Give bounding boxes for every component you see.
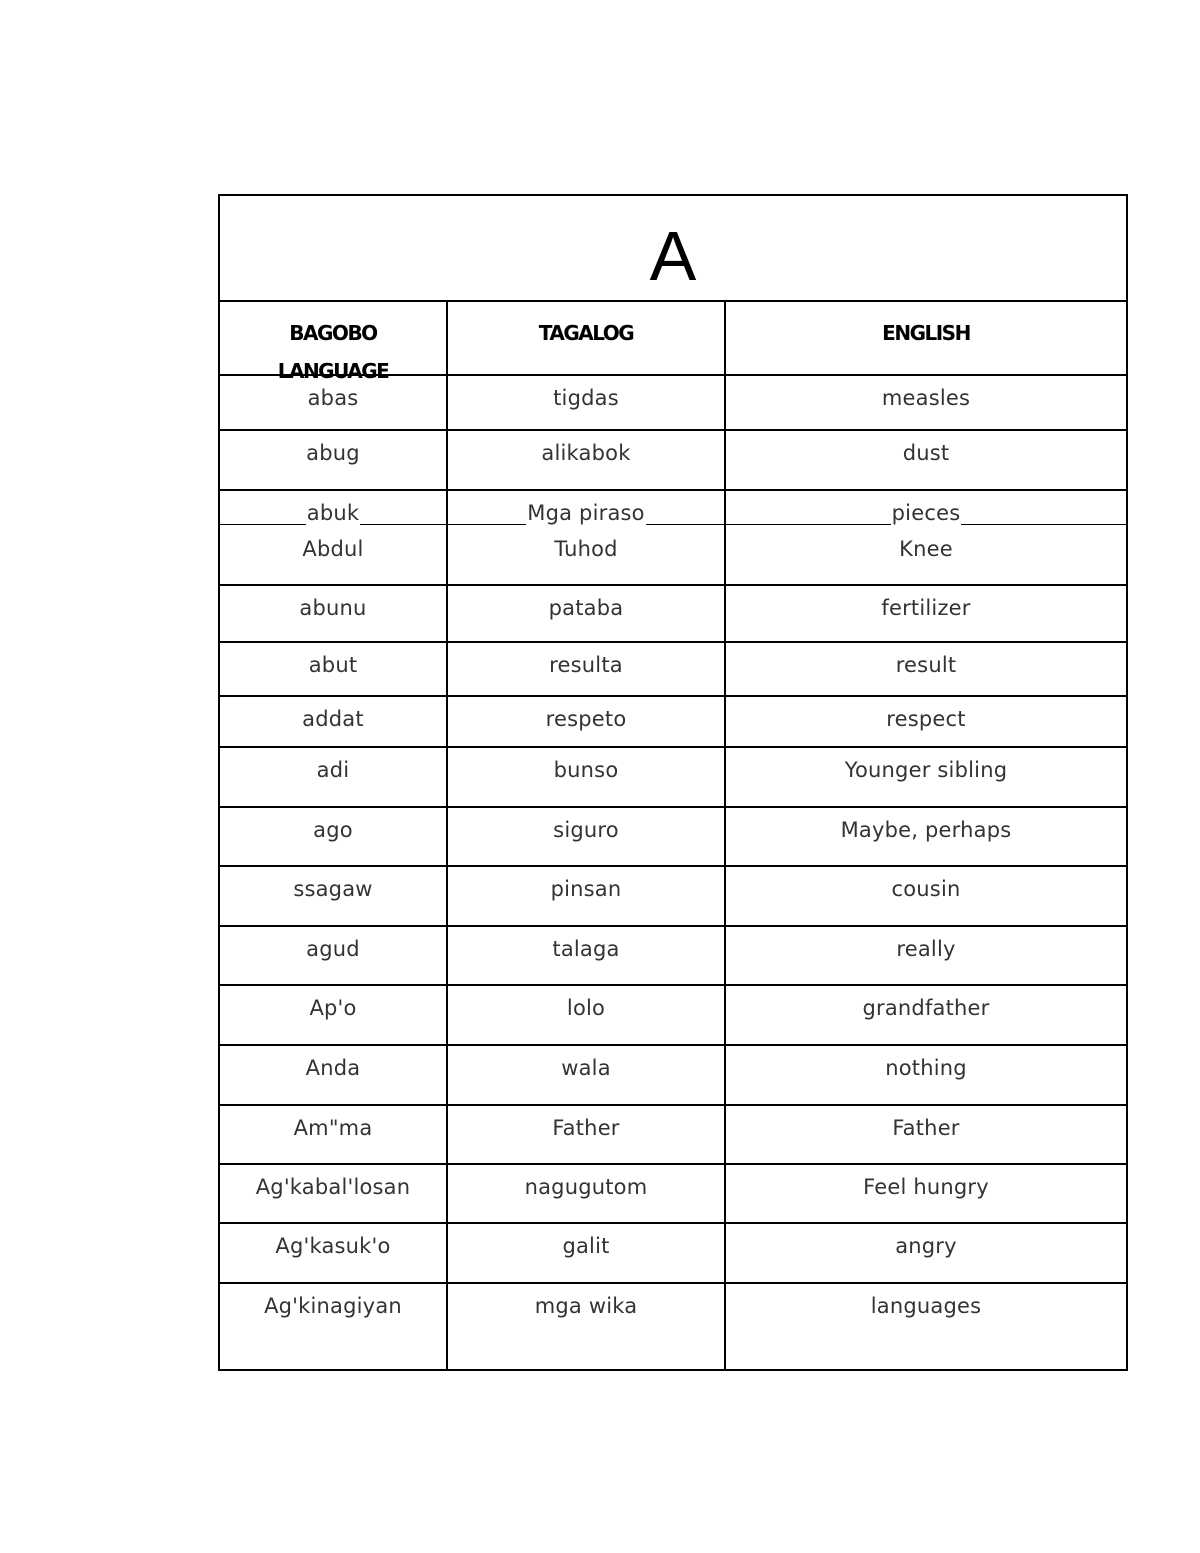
tagalog-word: mga wika	[534, 1294, 638, 1318]
header-english: ENGLISH	[882, 321, 970, 345]
bagobo-underlined-wrap	[220, 501, 446, 525]
table-row	[220, 491, 1126, 586]
tagalog-word: talaga	[552, 937, 620, 961]
bagobo-word: abut	[308, 653, 358, 677]
bagobo-word: abas	[307, 386, 359, 410]
tagalog-word: nagugutom	[524, 1175, 648, 1199]
tagalog-word: Father	[552, 1116, 620, 1140]
bagobo-word: abug	[306, 441, 360, 465]
table-row	[220, 808, 1126, 867]
english-word: result	[895, 653, 957, 677]
bagobo-word: ssagaw	[293, 877, 373, 901]
english-word: measles	[881, 386, 971, 410]
english-word: Father	[892, 1116, 960, 1140]
bagobo-word: Ag'kasuk'o	[275, 1234, 391, 1258]
tagalog-word: siguro	[553, 818, 619, 842]
english-word: Knee	[899, 537, 953, 561]
table-row	[220, 927, 1126, 986]
tagalog-word: alikabok	[541, 441, 631, 465]
table-row	[220, 697, 1126, 748]
tagalog-underlined-wrap	[448, 501, 724, 525]
table-row	[220, 748, 1126, 808]
bagobo-word: Abdul	[302, 537, 364, 561]
english-word: respect	[886, 707, 966, 731]
table-row	[220, 1165, 1126, 1224]
header-bagobo: BAGOBO LANGUAGE	[277, 321, 389, 383]
bagobo-word: abuk	[306, 501, 360, 525]
table-row	[220, 1284, 1126, 1369]
bagobo-word: abunu	[299, 596, 367, 620]
tagalog-cell	[448, 491, 724, 584]
header-row	[220, 302, 1126, 383]
english-word: grandfather	[862, 996, 990, 1020]
table-row	[220, 643, 1126, 697]
tagalog-word: bunso	[553, 758, 619, 782]
table-row	[220, 1046, 1126, 1106]
bagobo-word: Ag'kinagiyan	[264, 1294, 402, 1318]
english-word: angry	[895, 1234, 957, 1258]
vocabulary-table	[218, 194, 1128, 1371]
english-word: fertilizer	[881, 596, 971, 620]
english-word: Maybe, perhaps	[840, 818, 1012, 842]
tagalog-word: respeto	[545, 707, 627, 731]
tagalog-word: lolo	[566, 996, 606, 1020]
english-word: really	[896, 937, 956, 961]
english-word: nothing	[885, 1056, 967, 1080]
tagalog-word: galit	[562, 1234, 610, 1258]
bagobo-cell	[220, 491, 446, 584]
tagalog-word: tigdas	[553, 386, 619, 410]
header-tagalog: TAGALOG	[538, 321, 634, 345]
english-word: Younger sibling	[844, 758, 1008, 782]
tagalog-word: wala	[561, 1056, 611, 1080]
table-row	[220, 376, 1126, 431]
bagobo-word: Anda	[305, 1056, 361, 1080]
table-row	[220, 586, 1126, 643]
tagalog-word: resulta	[549, 653, 623, 677]
english-cell	[726, 491, 1126, 584]
english-word: languages	[870, 1294, 982, 1318]
table-row	[220, 986, 1126, 1046]
table-row	[220, 431, 1126, 491]
letter-heading: A	[220, 196, 1126, 302]
english-underlined-wrap	[726, 501, 1126, 525]
bagobo-word: agud	[306, 937, 360, 961]
tagalog-word: pataba	[548, 596, 624, 620]
tagalog-word: Tuhod	[554, 537, 618, 561]
bagobo-word: Ap'o	[309, 996, 357, 1020]
english-word: dust	[902, 441, 950, 465]
english-word: pieces	[891, 501, 961, 525]
bagobo-word: Ag'kabal'losan	[255, 1175, 411, 1199]
bagobo-word: Am"ma	[293, 1116, 373, 1140]
english-word: cousin	[891, 877, 961, 901]
bagobo-word: adi	[316, 758, 350, 782]
tagalog-word: Mga piraso	[527, 501, 645, 525]
english-word: Feel hungry	[863, 1175, 989, 1199]
tagalog-word: pinsan	[550, 877, 622, 901]
bagobo-word: ago	[313, 818, 353, 842]
table-row	[220, 1106, 1126, 1165]
bagobo-word: addat	[302, 707, 364, 731]
table-row	[220, 1224, 1126, 1284]
table-row	[220, 867, 1126, 927]
